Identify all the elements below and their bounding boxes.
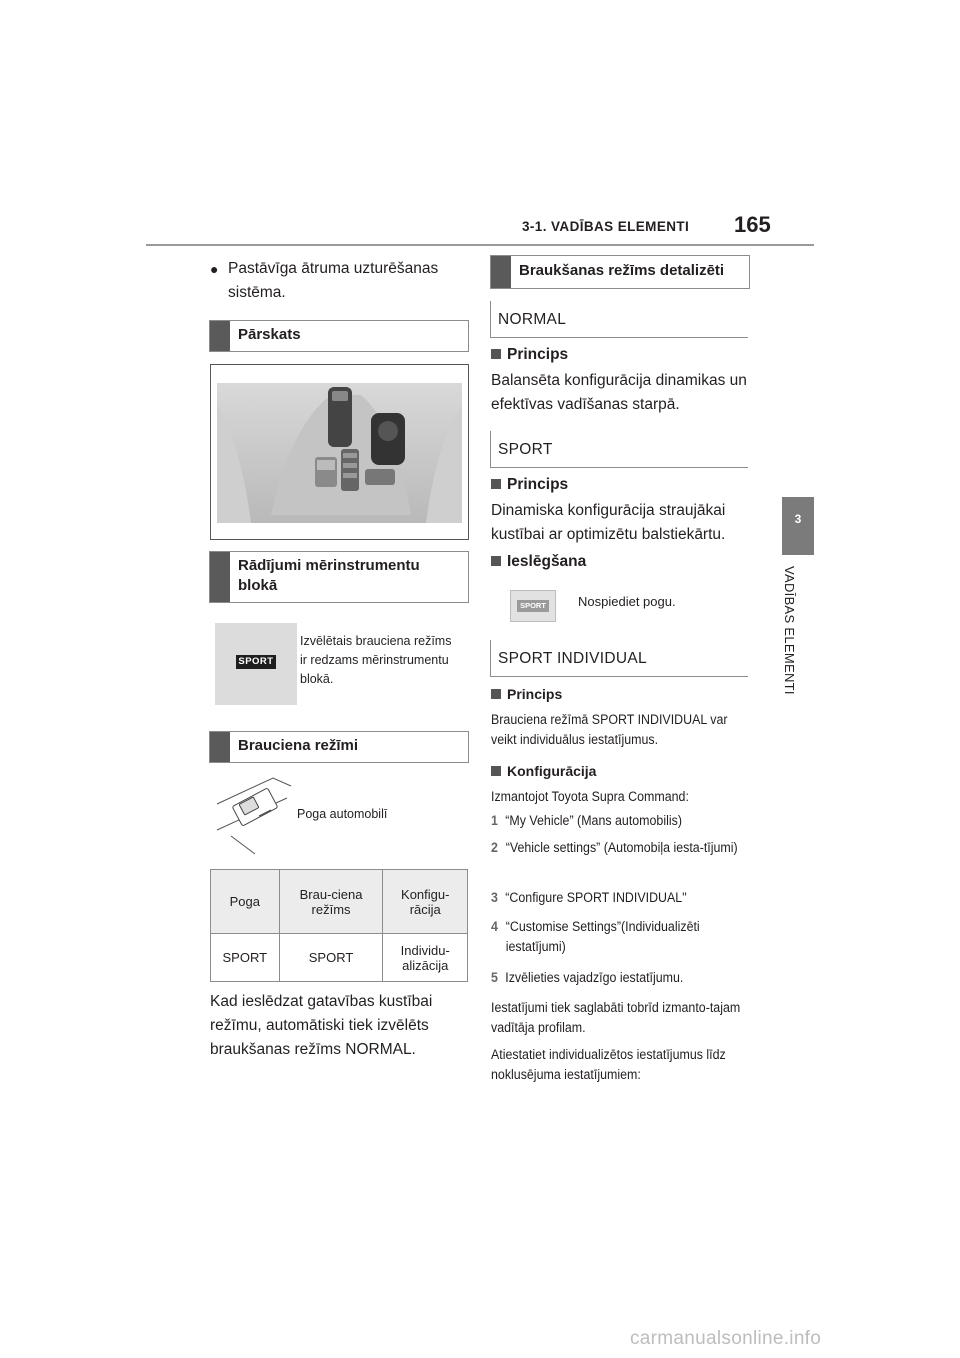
chapter-tab: 3 — [782, 497, 814, 555]
table-cell: Individu-alizācija — [383, 934, 468, 982]
section-title: 3-1. VADĪBAS ELEMENTI — [522, 219, 690, 234]
square-bullet-icon — [491, 766, 501, 776]
table-header: Konfigu-rācija — [383, 870, 468, 934]
sport-activation-note: Nospiediet pogu. — [578, 594, 676, 609]
indicators-box — [209, 551, 469, 603]
modes-title: Brauciena režīmi — [238, 737, 359, 754]
square-bullet-icon — [491, 479, 501, 489]
button-note: Poga automobilī — [297, 807, 388, 821]
car-button-drawing — [213, 774, 293, 856]
sport-activation-head: Ieslēgšana — [491, 550, 586, 574]
mode-individual-title: SPORT INDIVIDUAL — [498, 650, 647, 667]
config-step: 3 “Configure SPORT INDIVIDUAL" — [491, 890, 687, 905]
sport-principle-head: Princips — [491, 473, 568, 497]
normal-principle-text: Balansēta konfigurācija dinamikas un efektīvas vadīšanas starpā. — [491, 372, 747, 413]
page-number: 165 — [734, 212, 771, 237]
config-step: 4 “Customise Settings”(Individualizēti iestatījumi) — [491, 919, 700, 954]
square-bullet-icon — [491, 556, 501, 566]
mode-normal-title: NORMAL — [498, 311, 567, 328]
normal-principle-head: Princips — [491, 343, 568, 367]
detail-box — [490, 255, 750, 289]
table-cell: SPORT — [211, 934, 280, 982]
modes-box — [209, 731, 469, 763]
bullet-item — [210, 257, 470, 305]
bullet-icon: ● — [210, 261, 219, 277]
square-bullet-icon — [491, 349, 501, 359]
mode-sport-title: SPORT — [498, 441, 553, 458]
bullet-text: Pastāvīga ātruma uzturēšanas sistēma. — [228, 260, 439, 301]
watermark: carmanualsonline.info — [630, 1328, 822, 1349]
indicators-title: Rādījumi mērinstrumentu blokā — [238, 557, 420, 594]
reset-note: Atiestatiet individualizētos iestatījumus līdz noklusējuma iestatījumiem: — [491, 1047, 726, 1082]
saved-note: Iestatījumi tiek saglabāti tobrīd izmanto-tajam vadītāja profilam. — [491, 1000, 741, 1035]
mode-table — [210, 869, 468, 982]
header-rule — [146, 244, 814, 246]
table-header: Brau-ciena režīms — [279, 870, 383, 934]
sport-principle-text: Dinamiska konfigurācija straujākai kustībai ar optimizētu balstiekārtu. — [491, 502, 726, 543]
individual-config-intro: Izmantojot Toyota Supra Command: — [491, 789, 689, 804]
sport-indicator-image — [215, 623, 297, 705]
sport-button-image — [510, 590, 556, 622]
detail-title: Braukšanas režīms detalizēti — [519, 262, 725, 279]
table-cell: SPORT — [279, 934, 383, 982]
config-step: 1 “My Vehicle” (Mans automobilis) — [491, 813, 682, 828]
individual-principle-text: Brauciena režīmā SPORT INDIVIDUAL var veikt individuālus iestatījumus. — [491, 712, 728, 747]
square-bullet-icon — [491, 689, 501, 699]
overview-box — [209, 320, 469, 352]
config-step: 5 Izvēlieties vajadzīgo iestatījumu. — [491, 970, 684, 985]
sport-indicator-badge: SPORT — [236, 655, 276, 669]
overview-title: Pārskats — [238, 326, 301, 343]
individual-principle-head: Princips — [491, 684, 562, 704]
individual-config-head: Konfigurācija — [491, 761, 596, 781]
console-photo — [210, 364, 469, 540]
config-step: 2 “Vehicle settings” (Automobiļa iesta-tījumi) — [491, 840, 738, 855]
chapter-label-text: VADĪBAS ELEMENTI — [782, 566, 797, 695]
closing-text: Kad ieslēdzat gatavības kustībai režīmu, automātiski tiek izvēlēts braukšanas režīms NORMAL. — [210, 993, 433, 1058]
table-header: Poga — [211, 870, 280, 934]
chapter-label — [775, 566, 819, 726]
sport-button-badge: SPORT — [517, 600, 549, 612]
indicator-note: Izvēlētais brauciena režīms ir redzams mērinstrumentu blokā. — [300, 634, 452, 686]
